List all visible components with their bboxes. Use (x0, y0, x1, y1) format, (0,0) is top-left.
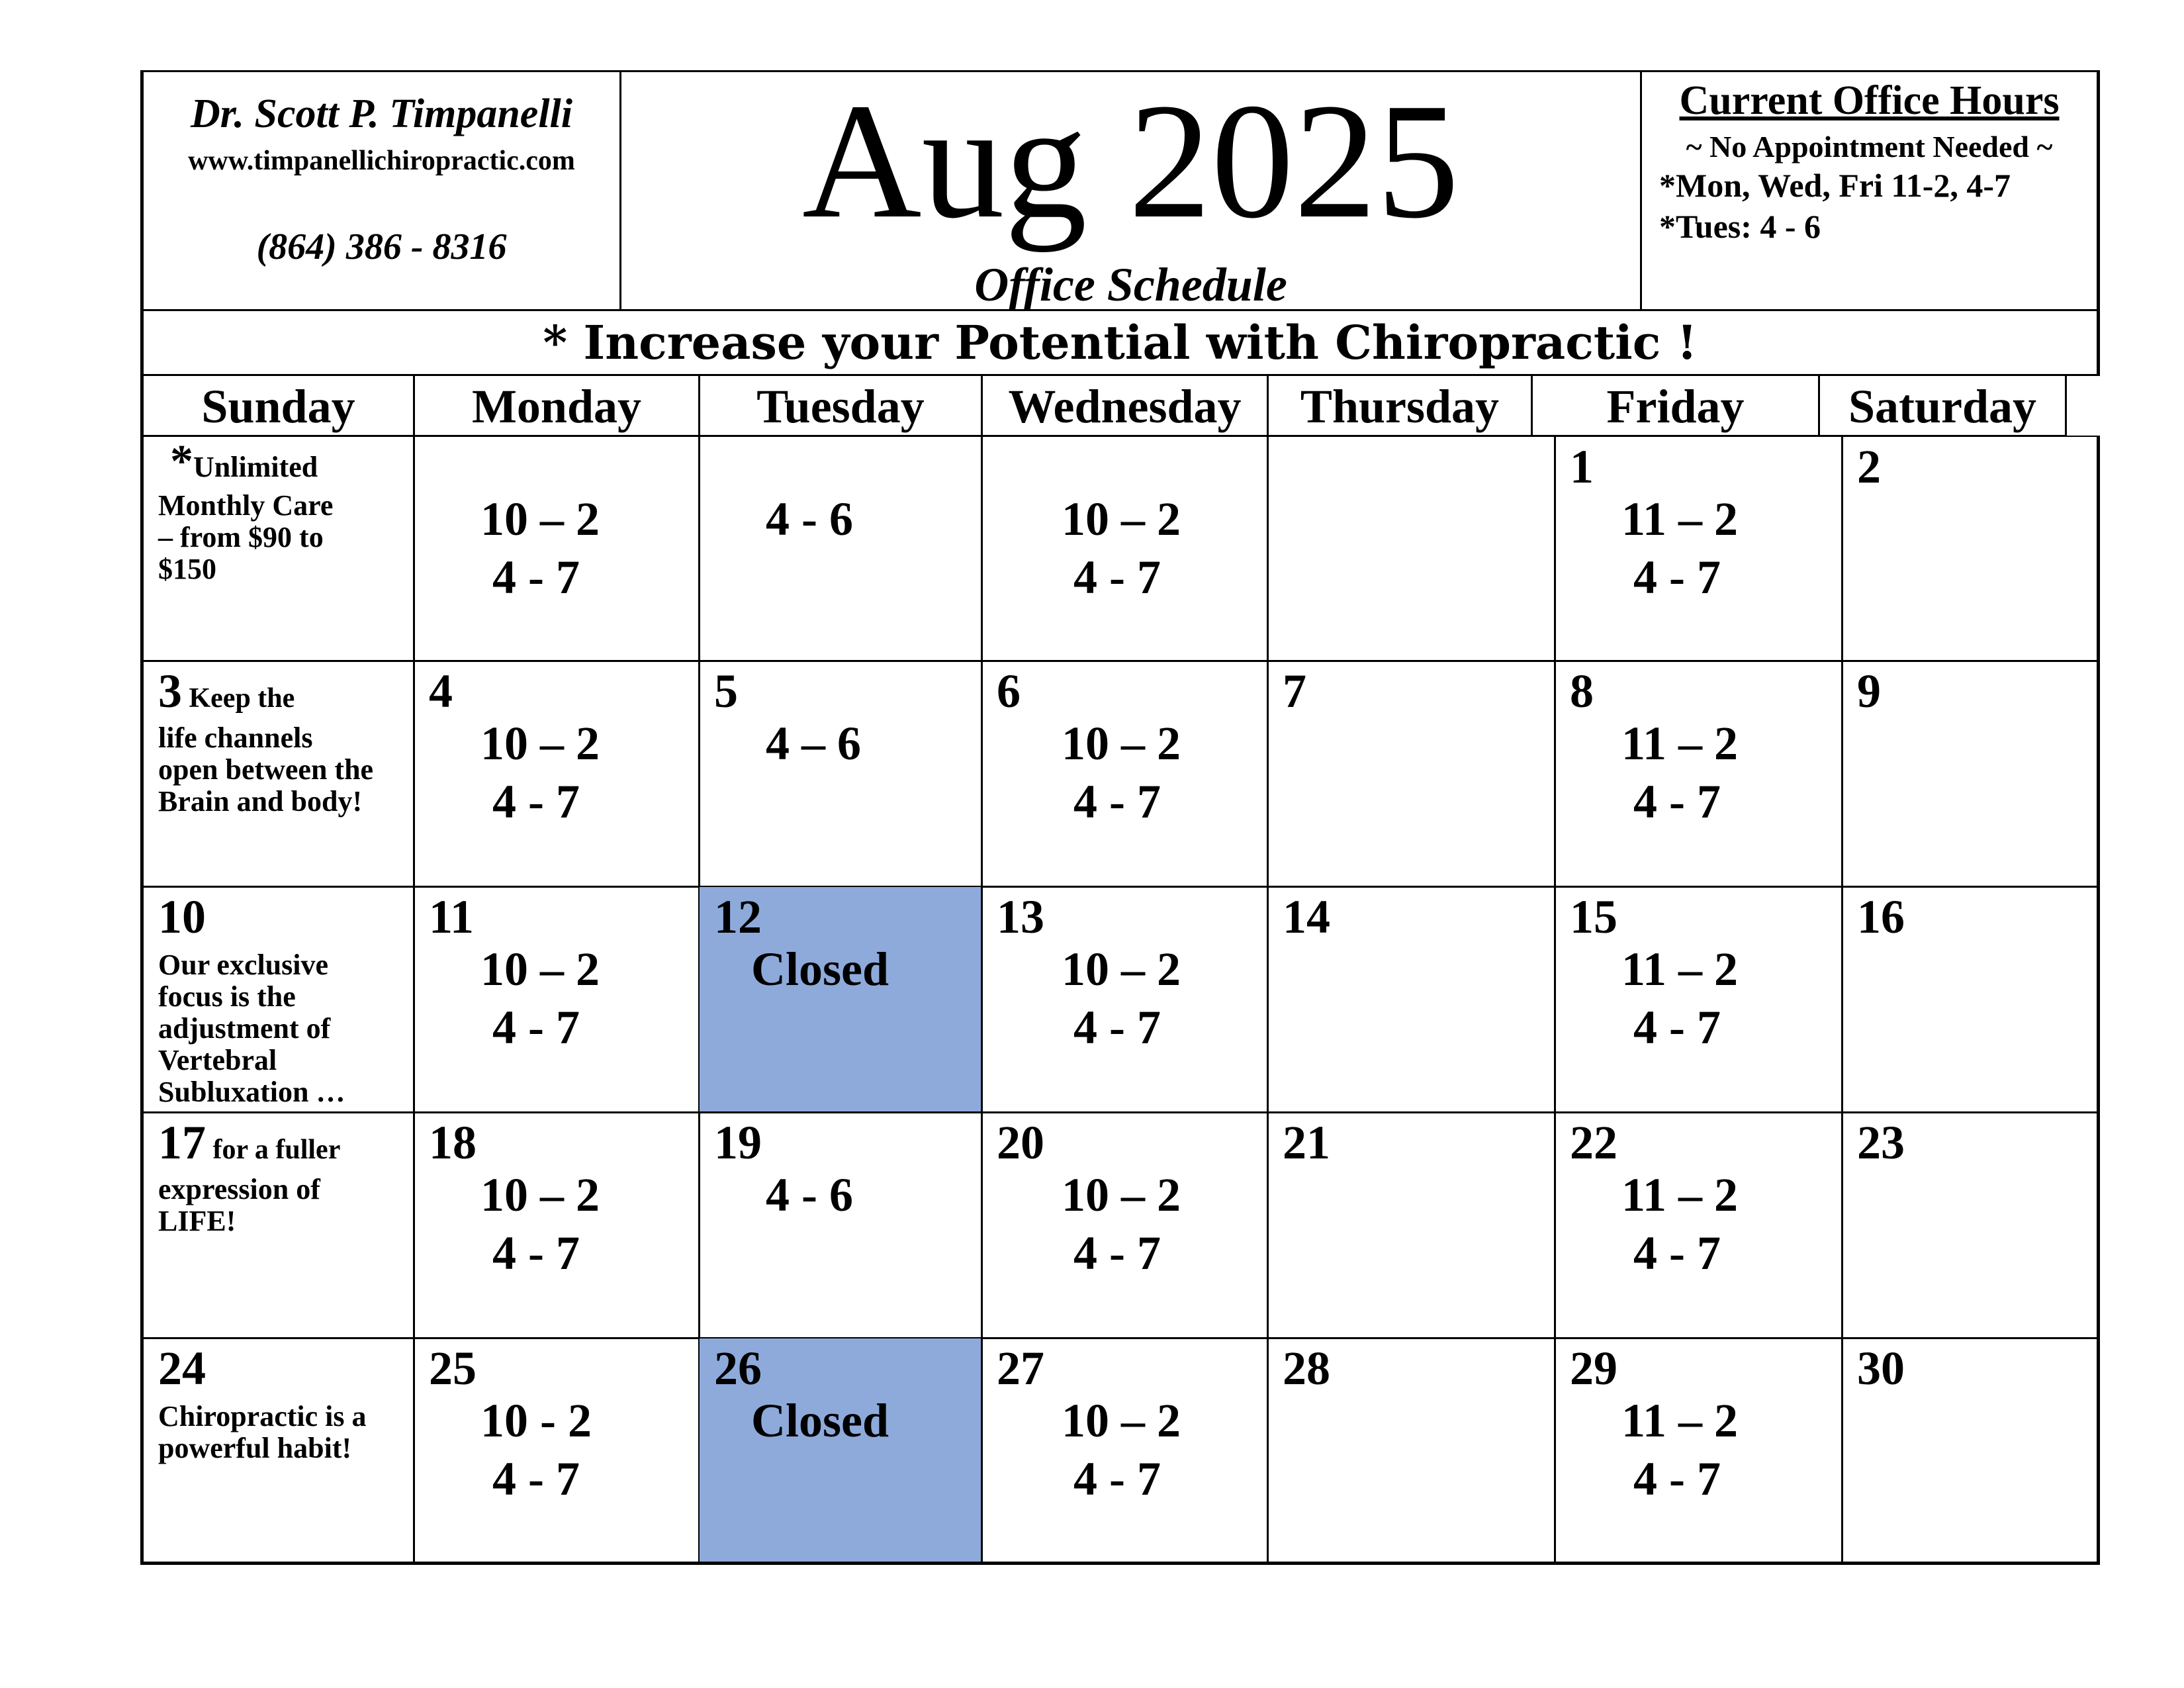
hours-line-2: 4 - 7 (492, 1227, 580, 1280)
day-number: 6 (997, 665, 1021, 718)
hours-line-2: 4 - 7 (492, 775, 580, 828)
hours-line-1: 11 – 2 (1621, 1168, 1739, 1221)
day-cell-thursday (1267, 1111, 1556, 1339)
day-cell-monday (413, 886, 700, 1113)
hours-line-2: 4 - 7 (1073, 775, 1161, 828)
day-number: 12 (714, 890, 762, 943)
website-link[interactable]: www.timpanellichiropractic.com (188, 146, 575, 176)
day-cell-friday (1554, 886, 1843, 1113)
day-number: 22 (1570, 1116, 1617, 1169)
day-cell-thursday (1267, 436, 1556, 662)
sunday-note: expression of LIFE! (158, 1173, 320, 1237)
closed-label: Closed (751, 943, 889, 996)
hours-line-1: 11 – 2 (1621, 492, 1739, 545)
day-number: 3 Keep the (158, 665, 295, 718)
day-cell-friday (1554, 1337, 1843, 1565)
hours-line-2: 4 - 7 (492, 1001, 580, 1054)
hours-mon-wed-fri: *Mon, Wed, Fri 11-2, 4-7 (1659, 167, 2011, 204)
hours-line-1: 10 – 2 (1062, 943, 1181, 996)
day-cell-saturday (1841, 436, 2100, 662)
phone-number: (864) 386 - 8316 (256, 226, 507, 267)
day-cell-wednesday (981, 886, 1269, 1113)
hours-line-1: 4 - 6 (766, 1168, 853, 1221)
day-number: 29 (1570, 1342, 1617, 1395)
day-number: 27 (997, 1342, 1044, 1395)
day-number: 7 (1283, 665, 1306, 718)
day-cell-saturday (1841, 886, 2100, 1113)
day-cell-tuesday (698, 660, 983, 888)
sunday-note: Our exclusive focus is the adjustment of Vertebral Subluxation … (158, 949, 345, 1108)
day-cell-closed (698, 1337, 983, 1565)
weekday-tuesday: Tuesday (698, 374, 983, 437)
day-number: 15 (1570, 890, 1617, 943)
hours-line-2: 4 - 7 (1073, 1452, 1161, 1505)
hours-line-1: 11 – 2 (1621, 1394, 1739, 1447)
doctor-name: Dr. Scott P. Timpanelli (190, 91, 572, 136)
weekday-friday: Friday (1531, 374, 1820, 437)
day-number: 28 (1283, 1342, 1330, 1395)
weekday-monday: Monday (413, 374, 700, 437)
day-cell-sunday (140, 1337, 415, 1565)
day-number: 9 (1857, 665, 1881, 718)
day-cell-sunday (140, 660, 415, 888)
day-number: 14 (1283, 890, 1330, 943)
hours-line-1: 10 – 2 (1062, 492, 1181, 545)
hours-line-1: 10 – 2 (1062, 717, 1181, 770)
day-cell-saturday (1841, 1337, 2100, 1565)
hours-line-2: 4 - 7 (492, 551, 580, 604)
day-cell-friday (1554, 436, 1843, 662)
office-hours-box (1640, 70, 2100, 311)
hours-line-1: 10 – 2 (480, 492, 600, 545)
hours-line-1: 11 – 2 (1621, 943, 1739, 996)
sunday-note: Chiropractic is a powerful habit! (158, 1400, 367, 1464)
day-number: 19 (714, 1116, 762, 1169)
hours-line-1: 11 – 2 (1621, 717, 1739, 770)
day-cell-monday (413, 1111, 700, 1339)
day-cell-wednesday (981, 436, 1269, 662)
day-number: 26 (714, 1342, 762, 1395)
day-number: 13 (997, 890, 1044, 943)
day-number: 16 (1857, 890, 1905, 943)
month-title: Aug 2025 (801, 70, 1460, 253)
slogan-banner (140, 309, 2100, 376)
weekday-sunday: Sunday (140, 374, 415, 437)
sunday-note-first-text: Unlimited (193, 451, 318, 483)
hours-line-2: 4 - 7 (1633, 775, 1721, 828)
hours-line-1: 10 – 2 (1062, 1168, 1181, 1221)
day-cell-monday (413, 1337, 700, 1565)
hours-line-1: 4 - 6 (766, 492, 853, 545)
weekday-saturday: Saturday (1818, 374, 2067, 437)
hours-line-1: 10 – 2 (1062, 1394, 1181, 1447)
day-number: 30 (1857, 1342, 1905, 1395)
day-cell-sunday (140, 1111, 415, 1339)
day-cell-wednesday (981, 1111, 1269, 1339)
hours-line-1: 10 – 2 (480, 943, 600, 996)
hours-line-1: 10 – 2 (480, 717, 600, 770)
day-number: 1 (1570, 440, 1594, 493)
day-cell-monday (413, 436, 700, 662)
hours-line-1: 10 – 2 (480, 1168, 600, 1221)
day-number: 2 (1857, 440, 1881, 493)
day-cell-friday (1554, 660, 1843, 888)
day-number: 24 (158, 1342, 206, 1395)
day-cell-sunday (140, 886, 415, 1113)
day-cell-monday (413, 660, 700, 888)
hours-line-2: 4 - 7 (1073, 1227, 1161, 1280)
day-cell-tuesday (698, 1111, 983, 1339)
day-cell-wednesday (981, 1337, 1269, 1565)
hours-line-2: 4 - 7 (1633, 1452, 1721, 1505)
day-cell-saturday (1841, 1111, 2100, 1339)
day-number: 5 (714, 665, 738, 718)
day-cell-thursday (1267, 1337, 1556, 1565)
day-cell-friday (1554, 1111, 1843, 1339)
day-cell-tuesday (698, 436, 983, 662)
day-number: 8 (1570, 665, 1594, 718)
day-cell-saturday (1841, 660, 2100, 888)
day-cell-thursday (1267, 660, 1556, 888)
sunday-note-inline: for a fuller (206, 1135, 341, 1165)
hours-line-1: 4 – 6 (766, 717, 861, 770)
no-appointment-note: ~ No Appointment Needed ~ (1686, 130, 2053, 164)
doctor-info-box (140, 70, 621, 311)
slogan-text: * Increase your Potential with Chiropractic ! (543, 315, 1698, 370)
sunday-note-inline: Keep the (182, 683, 295, 714)
day-number: 20 (997, 1116, 1044, 1169)
day-cell-wednesday (981, 660, 1269, 888)
day-cell-closed (698, 886, 983, 1113)
day-number: 18 (429, 1116, 477, 1169)
day-number: 17 for a fuller (158, 1116, 341, 1169)
day-cell-sunday (140, 436, 415, 662)
hours-line-2: 4 - 7 (1073, 551, 1161, 604)
day-number: 25 (429, 1342, 477, 1395)
office-hours-title: Current Office Hours (1679, 78, 2060, 123)
hours-tuesday: *Tues: 4 - 6 (1659, 208, 1821, 245)
hours-line-2: 4 - 7 (1633, 1001, 1721, 1054)
day-number: 10 (158, 890, 206, 943)
sunday-note: Monthly Care – from $90 to $150 (158, 489, 334, 585)
day-number: 21 (1283, 1116, 1330, 1169)
day-number: 4 (429, 665, 453, 718)
hours-line-1: 10 - 2 (480, 1394, 592, 1447)
calendar-title-box (619, 70, 1642, 311)
sunday-note-first (170, 436, 318, 487)
hours-line-2: 4 - 7 (1633, 551, 1721, 604)
hours-line-2: 4 - 7 (492, 1452, 580, 1505)
hours-line-2: 4 - 7 (1073, 1001, 1161, 1054)
hours-line-2: 4 - 7 (1633, 1227, 1721, 1280)
day-number: 23 (1857, 1116, 1905, 1169)
day-number: 11 (429, 890, 475, 943)
closed-label: Closed (751, 1394, 889, 1447)
schedule-subtitle: Office Schedule (974, 258, 1287, 311)
weekday-wednesday: Wednesday (981, 374, 1269, 437)
day-cell-thursday (1267, 886, 1556, 1113)
weekday-thursday: Thursday (1267, 374, 1533, 437)
asterisk: * (170, 436, 193, 487)
sunday-note: life channels open between the Brain and body! (158, 722, 374, 818)
